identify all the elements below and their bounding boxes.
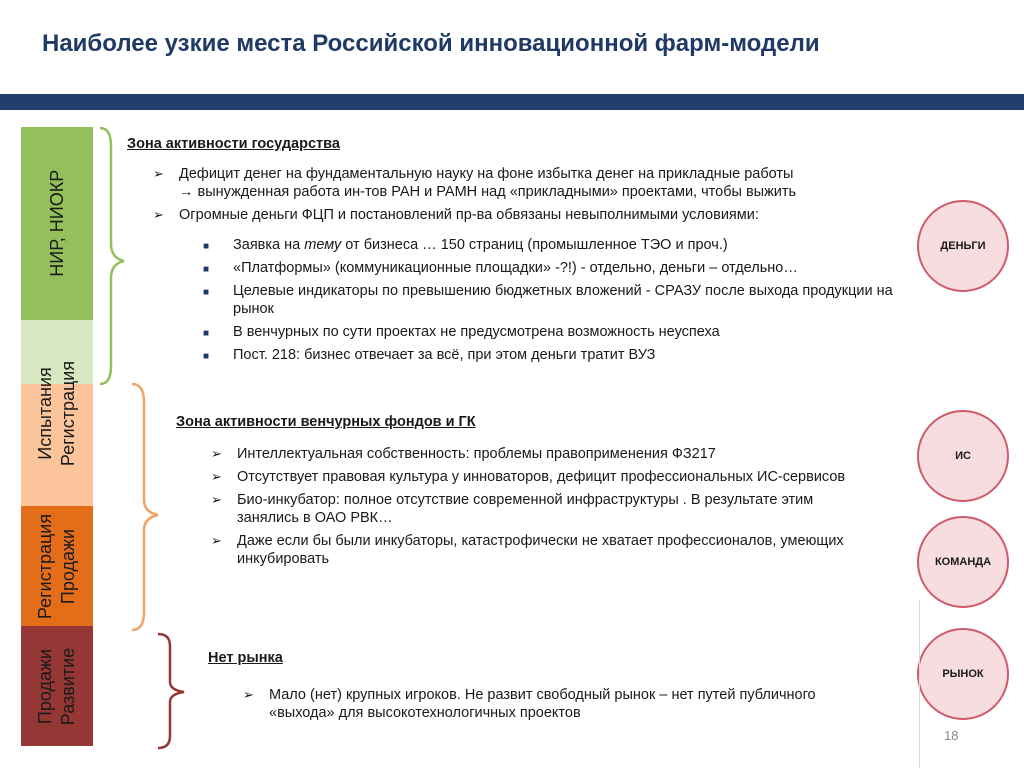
list-item: [211, 468, 861, 486]
page-number: 18: [944, 728, 959, 743]
list-item-text: В венчурных по сути проектах не предусмотрена возможность неуспеха: [233, 324, 720, 340]
stage-label: [35, 513, 80, 618]
list-item-text: Мало (нет) крупных игроков. Не развит свободный рынок – нет путей публичного «выхода» для высокотехнологичных проектов: [269, 687, 816, 721]
stage-label-line2: Регистрация: [58, 360, 79, 466]
list-item-text: Интеллектуальная собственность: проблемы правоприменения ФЗ217: [237, 446, 716, 462]
list-item: [203, 259, 883, 277]
circle-market: РЫНОК: [917, 628, 1009, 720]
stage-label-line1: Регистрация: [35, 513, 56, 619]
zone1-sublist: [153, 236, 893, 369]
stage-label-line1: Продажи: [35, 648, 56, 724]
list-item-text-after: от бизнеса … 150 страниц (промышленное ТЭО и проч.): [341, 237, 728, 253]
list-item: [203, 282, 913, 318]
zone3-title: Нет рынка: [208, 650, 283, 666]
arrow-bullet-icon: ➢: [153, 207, 164, 222]
brace-zone1: [98, 126, 128, 386]
zone1-title: Зона активности государства: [127, 136, 340, 152]
stage-nir-niokr: [21, 127, 93, 320]
square-bullet-icon: ■: [203, 351, 210, 362]
list-item-text: Отсутствует правовая культура у инноваторов, дефицит профессиональных ИС-сервисов: [237, 469, 846, 485]
list-item-text: Огромные деньги ФЦП и постановлений пр-ва обвязаны невыполнимыми условиями:: [179, 207, 759, 223]
divider: [919, 600, 920, 768]
list-item: [211, 491, 861, 527]
stage-label-line2: Развитие: [58, 647, 78, 725]
stage-label: [35, 360, 80, 465]
arrow-bullet-icon: ➢: [211, 446, 222, 461]
stage-testing-registration: [21, 320, 93, 506]
list-item-text: Пост. 218: бизнес отвечает за всё, при этом деньги тратит ВУЗ: [233, 347, 656, 363]
brace-zone2: [130, 382, 162, 632]
list-item: [203, 236, 883, 254]
list-item-text-before: Заявка на: [233, 237, 305, 253]
list-item-text: Био-инкубатор: полное отсутствие современной инфраструктуры . В результате этим занялись в ОАО РВК…: [237, 492, 814, 526]
zone2-list: [211, 445, 861, 573]
list-item: [203, 346, 883, 364]
list-item-text: Целевые индикаторы по превышению бюджетных вложений - СРАЗУ после выхода продукции на рынок: [233, 283, 893, 317]
arrow-bullet-icon: ➢: [211, 469, 222, 484]
stage-label-line2: Продажи: [58, 528, 79, 604]
arrow-bullet-icon: ➢: [211, 492, 222, 507]
zone3-list: [243, 686, 843, 727]
list-item-text: Даже если бы были инкубаторы, катастрофически не хватает профессионалов, умеющих инкубировать: [237, 533, 844, 567]
list-item: [211, 532, 861, 568]
header-bar: [0, 94, 1024, 110]
square-bullet-icon: ■: [203, 241, 210, 252]
circle-money: ДЕНЬГИ: [917, 200, 1009, 292]
arrow-bullet-icon: ➢: [243, 687, 254, 702]
circle-ip: ИС: [917, 410, 1009, 502]
list-item: [211, 445, 861, 463]
page-title: Наиболее узкие места Российской инновационной фарм-модели: [42, 30, 820, 57]
list-item-text: «Платформы» (коммуникационные площадки» -?!) - отдельно, деньги – отдельно…: [233, 260, 798, 276]
list-item-line2: → вынужденная работа ин-тов РАН и РАМН над «прикладными» проектами, чтобы выжить: [179, 184, 797, 200]
list-item: [153, 206, 923, 224]
brace-zone3: [156, 632, 188, 750]
zone1-list: [153, 165, 923, 229]
circle-team: КОМАНДА: [917, 516, 1009, 608]
square-bullet-icon: ■: [203, 287, 210, 298]
arrow-bullet-icon: ➢: [211, 533, 222, 548]
arrow-bullet-icon: ➢: [153, 166, 164, 181]
list-item-line1: Дефицит денег на фундаментальную науку на фоне избытка денег на прикладные работы: [179, 166, 794, 182]
stage-sales-development: [21, 626, 93, 746]
square-bullet-icon: ■: [203, 328, 210, 339]
list-item-text-em: тему: [304, 237, 342, 253]
zone2-title: Зона активности венчурных фондов и ГК: [176, 414, 476, 430]
square-bullet-icon: ■: [203, 264, 210, 275]
list-item: [203, 323, 883, 341]
stage-label-line1: Испытания: [35, 366, 56, 460]
stage-registration-sales: [21, 506, 93, 626]
stage-label: НИР, НИОКР: [46, 170, 67, 277]
list-item: [153, 165, 923, 201]
stage-label: [35, 647, 80, 724]
list-item: [243, 686, 843, 722]
